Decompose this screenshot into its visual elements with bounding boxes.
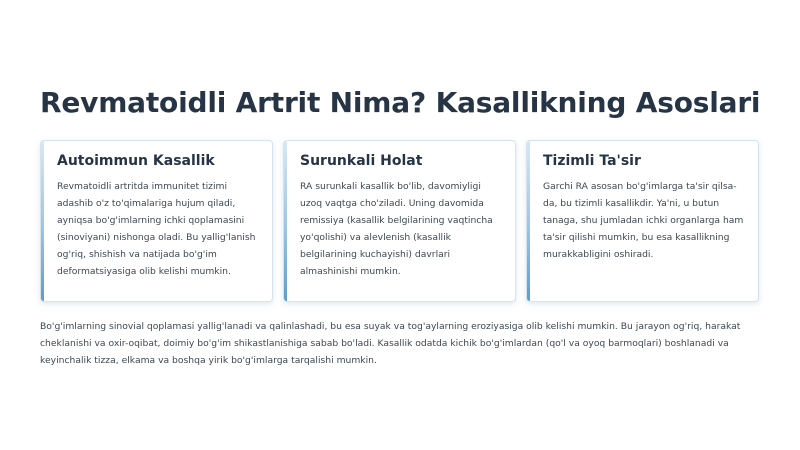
card-title: Tizimli Ta'sir	[543, 153, 641, 169]
card-autoimmune	[40, 140, 273, 302]
card-chronic	[283, 140, 516, 302]
card-text: Revmatoidli artritda immunitet tizimi adashib o'z to'qimalariga hujum qiladi, ayniqsa bo'g'imlarning ichki qoplamasini (sinoviyani) nishonga oladi. Bu yallig'lanish og'riq, shishish va natijada bo'g'im deformatsiyasiga olib kelishi mumkin.	[57, 181, 256, 277]
card-text: Garchi RA asosan bo'g'imlarga ta'sir qilsa-da, bu tizimli kasallikdir. Ya'ni, u butun tanaga, shu jumladan ichki organlarga ham ta'sir qilishi mumkin, bu esa kasallikning murakkabligini oshiradi.	[543, 181, 744, 260]
card-text: RA surunkali kasallik bo'lib, davomiyligi uzoq vaqtga cho'ziladi. Uning davomida remissiya (kasallik belgilarining vaqtincha yo'qolishi) va alevlenish (kasallik belgilarining kuchayishi) davrlari almashinishi mumkin.	[300, 181, 493, 277]
card-title: Surunkali Holat	[300, 153, 423, 169]
card-title: Autoimmun Kasallik	[57, 153, 215, 169]
summary-paragraph: Bo'g'imlarning sinovial qoplamasi yallig'lanadi va qalinlashadi, bu esa suyak va tog'aylarning eroziyasiga olib kelishi mumkin. Bu jarayon og'riq, harakat cheklanishi va oxir-oqibat, doimiy bo'g'im shikastlanishiga sabab bo'ladi. Kasallik odatda kichik bo'g'imlardan (qo'l va oyoq barmoqlari) boshlanadi va keyinchalik tizza, elkama va boshqa yirik bo'g'imlarga tarqalishi mumkin.	[40, 321, 741, 366]
info-cards	[40, 140, 759, 302]
card-systemic	[526, 140, 759, 302]
page-title: Revmatoidli Artrit Nima? Kasallikning Asoslari	[40, 86, 761, 119]
